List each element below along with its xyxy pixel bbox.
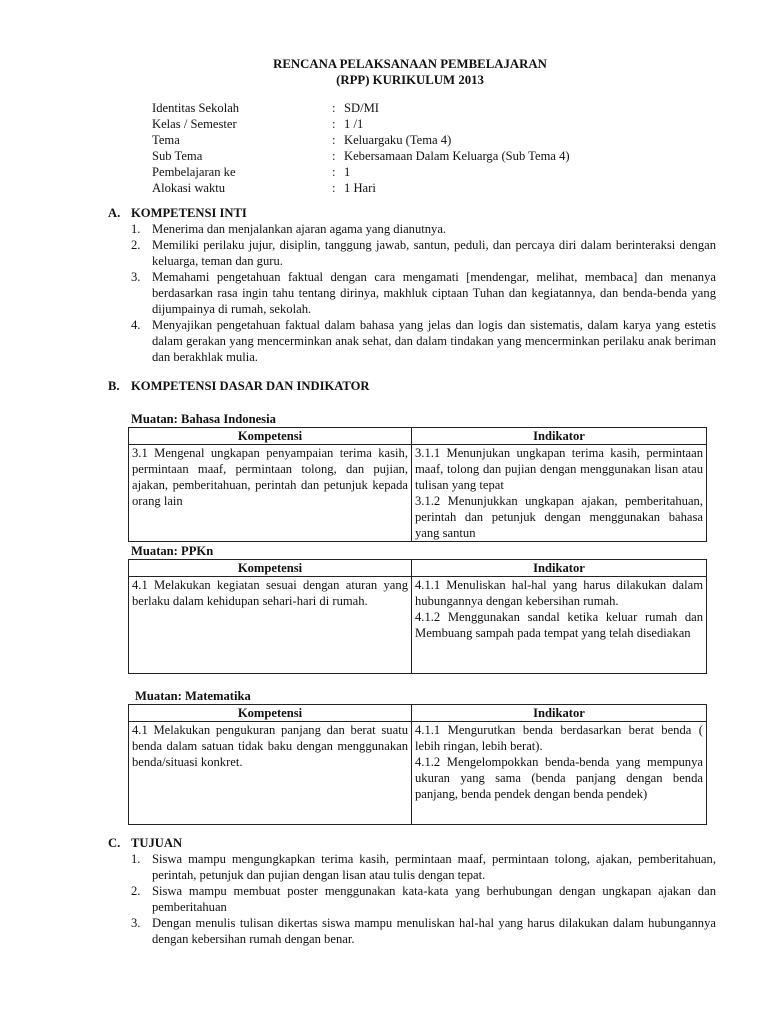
list-item xyxy=(131,221,716,237)
item-text: Menyajikan pengetahuan faktual dalam bahasa yang jelas dan logis dan sistematis, dalam karya yang estetis dalam gerakan yang mencerminkan anak sehat, dan dalam tindakan yang mencerminkan perilaku anak beriman dan berakhlak mulia. xyxy=(152,318,716,364)
identity-colon: : xyxy=(332,101,336,115)
title-line-1: RENCANA PELAKSANAAN PEMBELAJARAN xyxy=(273,57,547,71)
identity-label: Kelas / Semester xyxy=(152,117,237,131)
indikator-item: 4.1.2 Mengelompokkan benda-benda yang mempunya ukuran yang sama (benda panjang dengan benda panjang, benda pendek dengan benda pendek) xyxy=(415,755,703,801)
kompetensi-cell: 4.1 Melakukan pengukuran panjang dan berat suatu benda dalam satuan tidak baku dengan menggunakan benda/situasi konkret. xyxy=(129,722,412,825)
table-header-row xyxy=(129,705,707,722)
kompetensi-cell: 3.1 Mengenal ungkapan penyampaian terima kasih, permintaan maaf, permintaan tolong, dan pujian, ajakan, pemberitahuan, perintah dan petunjuk kepada orang lain xyxy=(129,445,412,542)
identity-label: Identitas Sekolah xyxy=(152,101,240,115)
identity-value: Kebersamaan Dalam Keluarga (Sub Tema 4) xyxy=(344,149,570,163)
table-header-row xyxy=(129,560,707,577)
column-header-kompetensi: Kompetensi xyxy=(129,428,412,445)
kd-table-ppkn xyxy=(128,559,707,674)
identity-row xyxy=(152,180,570,196)
indikator-cell xyxy=(412,445,707,542)
identity-value: SD/MI xyxy=(344,101,379,115)
identity-value: 1 /1 xyxy=(344,117,364,131)
section-title: KOMPETENSI INTI xyxy=(131,206,247,220)
item-text: Menerima dan menjalankan ajaran agama yang dianutnya. xyxy=(152,222,447,236)
identity-row xyxy=(152,164,570,180)
kd-table-bahasa-indonesia xyxy=(128,427,707,542)
identity-row xyxy=(152,100,570,116)
section-letter: C. xyxy=(108,836,121,850)
item-number: 1. xyxy=(131,222,141,236)
item-number: 3. xyxy=(131,270,141,284)
item-number: 4. xyxy=(131,318,141,332)
muatan-label: Muatan: PPKn xyxy=(131,544,214,558)
identity-row xyxy=(152,116,570,132)
section-a-heading xyxy=(108,205,247,221)
item-number: 1. xyxy=(131,852,141,866)
indikator-item: 4.1.2 Menggunakan sandal ketika keluar rumah dan Membuang sampah pada tempat yang telah disediakan xyxy=(415,610,703,640)
section-letter: B. xyxy=(108,379,120,393)
kompetensi-cell: 4.1 Melakukan kegiatan sesuai dengan aturan yang berlaku dalam kehidupan sehari-hari di rumah. xyxy=(129,577,412,674)
list-item xyxy=(131,915,716,947)
item-text: Siswa mampu membuat poster menggunakan kata-kata yang berhubungan dengan ungkapan ajakan dan pemberitahuan xyxy=(152,884,716,914)
identity-label: Tema xyxy=(152,133,180,147)
list-item xyxy=(131,269,716,317)
identity-value: 1 Hari xyxy=(344,181,376,195)
indikator-cell xyxy=(412,722,707,825)
column-header-indikator: Indikator xyxy=(412,428,707,445)
identity-value: 1 xyxy=(344,165,351,179)
item-text: Siswa mampu mengungkapkan terima kasih, permintaan maaf, permintaan tolong, ajakan, pemberitahuan, perintah, petunjuk dan pujian dengan lisan atau tulis dengan tepat. xyxy=(152,852,716,882)
column-header-kompetensi: Kompetensi xyxy=(129,560,412,577)
indikator-item: 3.1.2 Menunjukkan ungkapan ajakan, pemberitahuan, perintah dan petunjuk dengan menggunakan bahasa yang santun xyxy=(415,494,703,540)
indikator-item: 4.1.1 Mengurutkan benda berdasarkan berat benda ( lebih ringan, lebih berat). xyxy=(415,723,703,753)
item-text: Memahami pengetahuan faktual dengan cara mengamati [mendengar, melihat, membaca] dan menanya berdasarkan rasa ingin tahu tentang dirinya, makhluk ciptaan Tuhan dan kegiatannya, dan benda-benda yang dijumpainya di rumah, sekolah. xyxy=(152,270,716,316)
document-title xyxy=(0,56,768,88)
list-item xyxy=(131,317,716,365)
table-row xyxy=(129,577,707,674)
column-header-kompetensi: Kompetensi xyxy=(129,705,412,722)
identity-colon: : xyxy=(332,181,336,195)
identity-row xyxy=(152,132,570,148)
title-line-2: (RPP) KURIKULUM 2013 xyxy=(336,73,484,87)
section-title: TUJUAN xyxy=(131,836,183,850)
section-letter: A. xyxy=(108,206,121,220)
item-text: Memiliki perilaku jujur, disiplin, tanggung jawab, santun, peduli, dan percaya diri dalam berinteraksi dengan keluarga, teman dan guru. xyxy=(152,238,716,268)
column-header-indikator: Indikator xyxy=(412,560,707,577)
identity-colon: : xyxy=(332,165,336,179)
indikator-item: 3.1.1 Menunjukan ungkapan terima kasih, permintaan maaf, tolong dan pujian dengan menggunakan lisan atau tulisan yang tepat xyxy=(415,446,703,492)
kompetensi-inti-list xyxy=(131,221,716,365)
column-header-indikator: Indikator xyxy=(412,705,707,722)
section-title: KOMPETENSI DASAR DAN INDIKATOR xyxy=(131,379,370,393)
identity-row xyxy=(152,148,570,164)
list-item xyxy=(131,883,716,915)
identity-label: Sub Tema xyxy=(152,149,203,163)
identity-value: Keluargaku (Tema 4) xyxy=(344,133,452,147)
section-c-heading xyxy=(108,835,182,851)
table-header-row xyxy=(129,428,707,445)
item-number: 2. xyxy=(131,884,141,898)
list-item xyxy=(131,237,716,269)
table-row xyxy=(129,445,707,542)
identity-label: Alokasi waktu xyxy=(152,181,226,195)
item-number: 2. xyxy=(131,238,141,252)
tujuan-list xyxy=(131,851,716,947)
item-text: Dengan menulis tulisan dikertas siswa mampu menuliskan hal-hal yang harus dilakukan dalam hubungannya dengan kebersihan rumah dengan benar. xyxy=(152,916,716,946)
identity-label: Pembelajaran ke xyxy=(152,165,236,179)
identity-colon: : xyxy=(332,133,336,147)
section-b-heading xyxy=(108,378,370,394)
indikator-item: 4.1.1 Menuliskan hal-hal yang harus dilakukan dalam hubungannya dengan kebersihan rumah. xyxy=(415,578,703,608)
kd-table-matematika xyxy=(128,704,707,825)
identity-colon: : xyxy=(332,117,336,131)
muatan-label: Muatan: Matematika xyxy=(135,689,251,703)
identity-colon: : xyxy=(332,149,336,163)
identity-block xyxy=(152,100,570,196)
table-row xyxy=(129,722,707,825)
muatan-label: Muatan: Bahasa Indonesia xyxy=(131,412,276,426)
list-item xyxy=(131,851,716,883)
item-number: 3. xyxy=(131,916,141,930)
indikator-cell xyxy=(412,577,707,674)
